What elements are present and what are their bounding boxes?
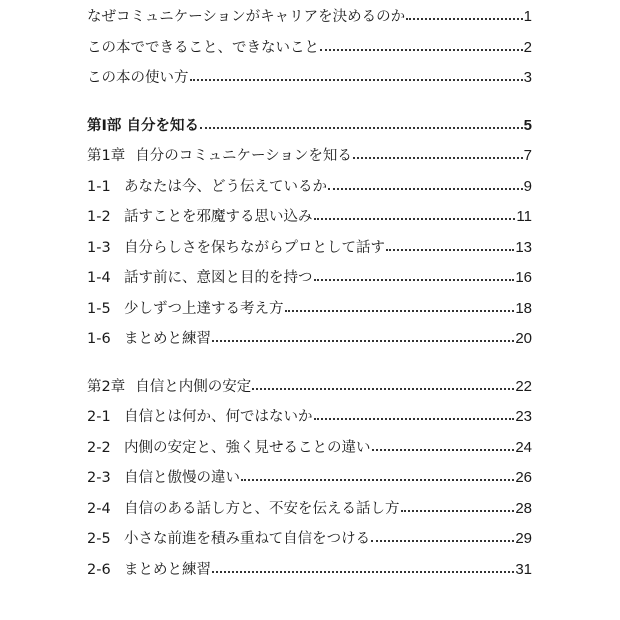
toc-entry-front-2[interactable] [87,37,532,68]
dot-leader [314,207,516,222]
section-title: 自信とは何か、何ではないか [124,409,313,425]
dot-leader [320,37,523,52]
section-title: まとめと練習 [124,331,211,347]
chapter-number: 第2章 [87,378,126,395]
toc-entry-section-2-2[interactable] [87,437,532,468]
toc-entry-front-1[interactable] [87,6,532,37]
toc-entry-section-2-3[interactable] [87,467,532,498]
toc-entry-page: 29 [515,530,532,547]
toc-entry-page: 24 [515,438,532,456]
toc-entry-page: 26 [515,469,532,486]
section-number: 1-1 [87,178,111,195]
dot-leader [314,268,515,283]
toc-entry-section-1-3[interactable] [87,237,532,268]
toc-entry-front-3[interactable] [87,67,532,98]
toc-entry-section-2-5[interactable] [87,528,532,559]
toc-entry-page: 2 [523,38,532,56]
dot-leader [406,7,523,22]
dot-leader [190,68,523,83]
section-number: 2-3 [87,470,111,486]
toc-entry-page: 18 [515,299,532,317]
chapter-title: 自分のコミュニケーションを知る [135,148,352,164]
part-title: 第Ⅰ部 自分を知る [87,117,199,134]
table-of-contents [87,6,532,589]
toc-entry-page: 16 [515,269,532,286]
section-number: 1-4 [87,270,111,286]
toc-entry-section-2-1[interactable] [87,406,532,437]
section-number: 1-6 [87,331,111,347]
toc-entry-section-2-4[interactable] [87,498,532,529]
toc-entry-section-1-1[interactable] [87,176,532,207]
section-title: 内側の安定と、強く見せることの違い [124,439,371,456]
dot-leader [371,529,514,544]
toc-entry-title: なぜコミュニケーションがキャリアを決めるのか [87,9,406,25]
toc-entry-section-1-6[interactable] [87,328,532,359]
dot-leader [212,559,514,574]
section-title: あなたは今、どう伝えているか [124,178,327,195]
toc-entry-section-1-4[interactable] [87,267,532,298]
toc-entry-title: この本の使い方 [87,70,189,86]
toc-entry-section-1-2[interactable] [87,206,532,237]
chapter-number: 第1章 [87,148,126,164]
toc-entry-page: 23 [515,408,532,425]
dot-leader [252,376,514,391]
toc-entry-page: 13 [515,238,532,256]
section-number: 2-1 [87,409,111,425]
toc-entry-page: 11 [516,208,532,225]
section-title: 話すことを邪魔する思い込み [124,209,313,225]
section-title: 自信のある話し方と、不安を伝える話し方 [124,500,400,517]
dot-leader [372,437,515,452]
toc-entry-page: 3 [523,69,532,86]
section-title: 小さな前進を積み重ねて自信をつける [124,531,371,547]
section-number: 1-5 [87,300,111,317]
chapter-title: 自信と内側の安定 [135,378,252,395]
toc-entry-part-1[interactable] [87,115,532,146]
section-number: 2-6 [87,561,111,578]
toc-entry-page: 31 [515,560,532,578]
dot-leader [401,498,515,513]
toc-entry-page: 7 [523,147,532,164]
dot-leader [241,468,514,483]
section-title: 話す前に、意図と目的を持つ [124,270,313,286]
toc-entry-title: この本でできること、できないこと [87,39,319,56]
section-title: 自分らしさを保ちながらプロとして話す [124,239,385,256]
dot-leader [212,329,514,344]
section-title: 少しずつ上達する考え方 [124,300,284,317]
section-number: 2-4 [87,500,111,517]
dot-leader [386,237,514,252]
section-number: 2-2 [87,439,111,456]
section-title: 自信と傲慢の違い [124,470,240,486]
dot-leader [353,146,523,161]
toc-entry-page: 28 [515,499,532,517]
section-number: 1-3 [87,239,111,256]
dot-leader [314,407,515,422]
dot-leader [285,298,515,313]
dot-leader [328,176,523,191]
toc-entry-section-2-6[interactable] [87,559,532,590]
dot-leader [200,115,523,130]
toc-entry-chapter-1[interactable] [87,145,532,176]
toc-entry-page: 1 [523,8,532,25]
toc-entry-page: 20 [515,330,532,347]
toc-entry-section-1-5[interactable] [87,298,532,329]
toc-entry-page: 5 [523,116,532,134]
section-title: まとめと練習 [124,561,211,578]
toc-entry-page: 9 [523,177,532,195]
section-number: 2-5 [87,531,111,547]
toc-entry-page: 22 [515,377,532,395]
toc-entry-chapter-2[interactable] [87,376,532,407]
section-number: 1-2 [87,209,111,225]
